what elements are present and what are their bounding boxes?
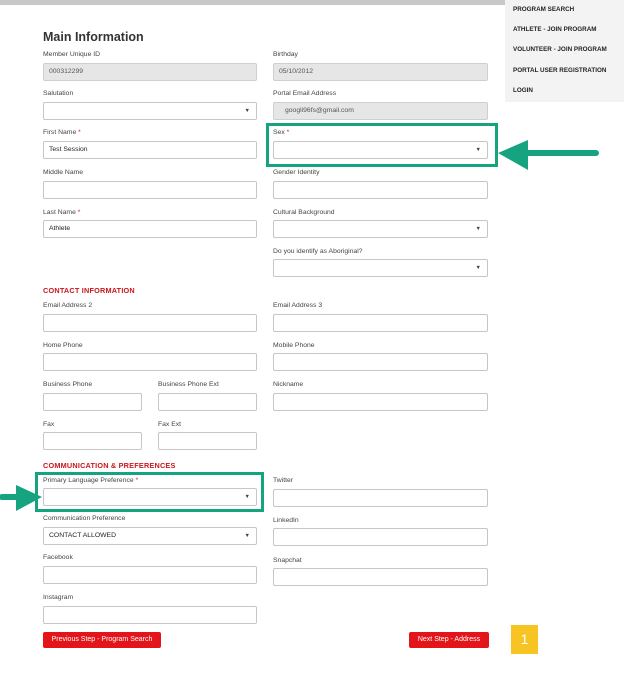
- last-name-label-text: Last Name: [43, 209, 76, 216]
- chevron-down-icon: ▼: [244, 494, 250, 500]
- highlight-box-primary-language: [35, 472, 264, 512]
- fax-label: Fax: [43, 421, 55, 428]
- sex-label-text: Sex: [273, 129, 285, 136]
- chevron-down-icon: ▼: [244, 533, 250, 539]
- arrow-icon: [0, 484, 44, 514]
- business-phone-ext-input[interactable]: [158, 393, 257, 411]
- snapchat-label: Snapchat: [273, 557, 302, 564]
- sidebar-item-athlete-join[interactable]: ATHLETE - JOIN PROGRAM: [513, 26, 597, 33]
- sidebar-item-login[interactable]: LOGIN: [513, 87, 533, 94]
- mobile-phone-input[interactable]: [273, 353, 488, 371]
- aboriginal-select[interactable]: [273, 259, 488, 277]
- arrow-icon: [496, 138, 600, 174]
- communication-preference-label: Communication Preference: [43, 515, 126, 522]
- portal-email-field: googli96fs@gmail.com: [273, 102, 488, 120]
- home-phone-input[interactable]: [43, 353, 257, 371]
- first-name-label: [43, 129, 81, 136]
- member-id-field: 000312299: [43, 63, 257, 81]
- chevron-down-icon: ▼: [475, 226, 481, 232]
- email3-label: Email Address 3: [273, 302, 323, 309]
- mobile-phone-label: Mobile Phone: [273, 342, 315, 349]
- sidebar-item-portal-registration[interactable]: PORTAL USER REGISTRATION: [513, 67, 607, 74]
- facebook-input[interactable]: [43, 566, 257, 584]
- email2-label: Email Address 2: [43, 302, 93, 309]
- sidebar-item-volunteer-join[interactable]: VOLUNTEER - JOIN PROGRAM: [513, 46, 607, 53]
- salutation-label: Salutation: [43, 90, 74, 97]
- linkedin-label: LinkedIn: [273, 517, 299, 524]
- fax-ext-label: Fax Ext: [158, 421, 182, 428]
- first-name-input[interactable]: Test Session: [43, 141, 257, 159]
- snapchat-input[interactable]: [273, 568, 488, 586]
- instagram-label: Instagram: [43, 594, 74, 601]
- twitter-label: Twitter: [273, 477, 294, 484]
- facebook-label: Facebook: [43, 554, 73, 561]
- home-phone-label: Home Phone: [43, 342, 83, 349]
- chevron-down-icon: ▼: [244, 108, 250, 114]
- sidebar-item-program-search[interactable]: PROGRAM SEARCH: [513, 6, 575, 13]
- fax-input[interactable]: [43, 432, 142, 450]
- required-mark: *: [286, 129, 290, 136]
- aboriginal-label: Do you identify as Aboriginal?: [273, 248, 363, 255]
- twitter-input[interactable]: [273, 489, 488, 507]
- chevron-down-icon: ▼: [475, 147, 481, 153]
- last-name-input[interactable]: Athlete: [43, 220, 257, 238]
- nickname-input[interactable]: [273, 393, 488, 411]
- email2-input[interactable]: [43, 314, 257, 332]
- page-title: Main Information: [43, 30, 144, 44]
- gender-identity-input[interactable]: [273, 181, 488, 199]
- last-name-label: [43, 209, 80, 216]
- first-name-label-text: First Name: [43, 129, 77, 136]
- gender-identity-label: Gender Identity: [273, 169, 320, 176]
- salutation-select[interactable]: [43, 102, 257, 120]
- required-mark: *: [135, 477, 139, 484]
- highlight-box-sex: [266, 123, 498, 167]
- communication-preferences-heading: COMMUNICATION & PREFERENCES: [43, 461, 176, 470]
- chevron-down-icon: ▼: [475, 265, 481, 271]
- linkedin-input[interactable]: [273, 528, 488, 546]
- required-mark: *: [78, 129, 81, 136]
- middle-name-input[interactable]: [43, 181, 257, 199]
- business-phone-input[interactable]: [43, 393, 142, 411]
- primary-language-label-text: Primary Language Preference: [43, 477, 134, 484]
- contact-information-heading: CONTACT INFORMATION: [43, 286, 135, 295]
- cultural-background-select[interactable]: [273, 220, 488, 238]
- middle-name-label: Middle Name: [43, 169, 84, 176]
- fax-ext-input[interactable]: [158, 432, 257, 450]
- email3-input[interactable]: [273, 314, 488, 332]
- portal-email-label: Portal Email Address: [273, 90, 337, 97]
- business-phone-label: Business Phone: [43, 381, 93, 388]
- member-id-label: Member Unique ID: [43, 51, 101, 58]
- instagram-input[interactable]: [43, 606, 257, 624]
- communication-preference-select[interactable]: [43, 527, 257, 545]
- previous-step-button[interactable]: Previous Step - Program Search: [43, 632, 161, 648]
- next-step-button[interactable]: Next Step - Address: [409, 632, 489, 648]
- cultural-background-label: Cultural Background: [273, 209, 335, 216]
- birthday-field: 05/10/2012: [273, 63, 488, 81]
- communication-preference-value: CONTACT ALLOWED: [49, 532, 116, 539]
- step-badge: 1: [511, 625, 538, 654]
- required-mark: *: [77, 209, 81, 216]
- birthday-label: Birthday: [273, 51, 298, 58]
- nickname-label: Nickname: [273, 381, 304, 388]
- business-phone-ext-label: Business Phone Ext: [158, 381, 219, 388]
